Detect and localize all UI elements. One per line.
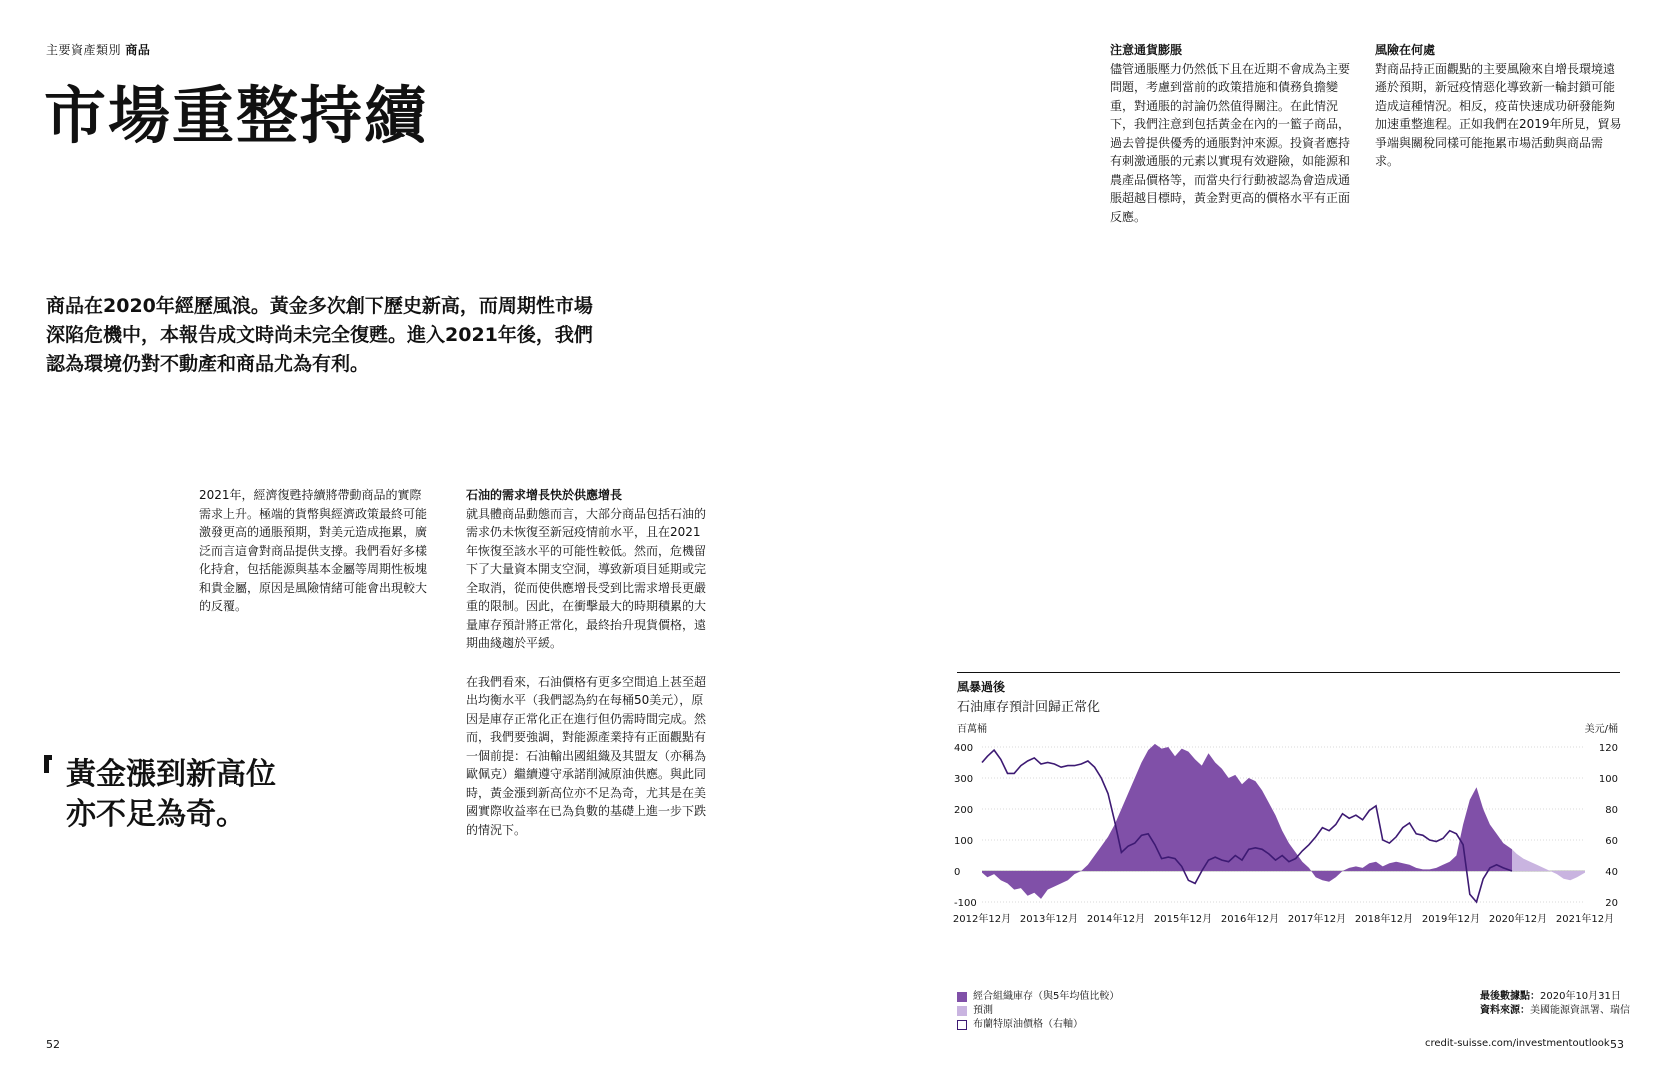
page-number-right: 53 <box>1610 1038 1624 1051</box>
legend-label-inventory: 經合組織庫存（與5年均值比較） <box>973 991 1120 1002</box>
legend-item-brent <box>957 1018 1119 1032</box>
right-tick-label: 80 <box>1605 805 1618 816</box>
x-tick-label: 2014年12月 <box>1086 914 1146 925</box>
section-prefix: 主要資產類別 <box>46 43 122 57</box>
x-tick-label: 2013年12月 <box>1019 914 1079 925</box>
x-tick-label: 2019年12月 <box>1421 914 1481 925</box>
section-label <box>46 41 150 58</box>
chart-subtitle: 石油庫存預計回歸正常化 <box>957 700 1101 715</box>
last-data-point <box>1480 990 1630 1004</box>
intro-paragraph: 商品在2020年經歷風浪。黃金多次創下歷史新高，而周期性市場深陷危機中，本報告成文時尚未完全復甦。進入2021年後，我們認為環境仍對不動產和商品尤為有利。 <box>46 295 593 375</box>
x-tick-label: 2015年12月 <box>1153 914 1213 925</box>
body-column-2 <box>466 486 711 839</box>
chart-source <box>1480 990 1630 1018</box>
right-tick-label: 60 <box>1605 836 1618 847</box>
right-tick-label: 40 <box>1605 867 1618 878</box>
legend-swatch-forecast <box>957 1006 967 1016</box>
body-column-1 <box>199 486 432 616</box>
left-tick-label: 0 <box>954 867 961 878</box>
col3-heading: 注意通貨膨脹 <box>1110 43 1183 57</box>
forecast-area <box>1512 849 1585 880</box>
x-tick-label: 2018年12月 <box>1354 914 1414 925</box>
right-axis-label: 美元/桶 <box>1584 724 1618 735</box>
section-name: 商品 <box>125 43 151 57</box>
col2-para1: 就具體商品動態而言，大部分商品包括石油的需求仍未恢復至新冠疫情前水平，且在2021年恢復至該水平的可能性較低。然而，危機留下了大量資本開支空洞，導致新項目延期或完全取消，從而使供應增長受到比需求增長更嚴重的限制。因此，在衝擊最大的時期積累的大量庫存預計將正常化，最終抬升現貨價格，遠期曲綫趨於平緩。 <box>466 506 707 650</box>
right-tick-label: 120 <box>1598 743 1618 754</box>
left-tick-label: 100 <box>954 836 974 847</box>
quote-line-1: 黃金漲到新高位 <box>66 757 276 792</box>
legend-item-forecast <box>957 1004 1119 1018</box>
quote-mark-icon <box>44 755 52 773</box>
quote-line-2: 亦不足為奇。 <box>66 797 246 832</box>
legend-label-brent: 布蘭特原油價格（右軸） <box>973 1019 1083 1030</box>
col4-heading: 風險在何處 <box>1375 43 1436 57</box>
chart-legend <box>957 990 1119 1032</box>
col2-heading: 石油的需求增長快於供應增長 <box>466 488 623 502</box>
chart-top-rule <box>957 672 1620 673</box>
body-column-4 <box>1375 41 1625 171</box>
x-tick-label: 2016年12月 <box>1220 914 1280 925</box>
last-data-value: 2020年10月31日 <box>1540 991 1621 1002</box>
right-tick-label: 20 <box>1605 898 1618 909</box>
x-tick-label: 2017年12月 <box>1287 914 1347 925</box>
left-tick-label: 300 <box>954 774 974 785</box>
col4-text: 對商品持正面觀點的主要風險來自增長環境遠遜於預期，新冠疫情惡化導致新一輪封鎖可能造成這種情況。相反，疫苗快速成功研發能夠加速重整進程。正如我們在2019年所見，貿易爭端與關稅同樣可能拖累市場活動與商品需求。 <box>1375 61 1622 168</box>
col2-para2: 在我們看來，石油價格有更多空間追上甚至超出均衡水平（我們認為約在每桶50美元），原因是庫存正常化正在進行但仍需時間完成。然而，我們要強調，對能源產業持有正面觀點有一個前提：石油輸出國組織及其盟友（亦稱為歐佩克）繼續遵守承諾削減原油供應。與此同時，黃金漲到新高位亦不足為奇，尤其是在美國實際收益率在已為負數的基礎上進一步下跌的情況下。 <box>466 674 707 837</box>
page-title: 市場重整持續 <box>44 79 429 152</box>
col1-text: 2021年，經濟復甦持續將帶動商品的實際需求上升。極端的貨幣與經濟政策最終可能激發更高的通脹預期，對美元造成拖累，廣泛而言這會對商品提供支撐。我們看好多樣化持倉，包括能源與基本金屬等周期性板塊和貴金屬，原因是風險情緒可能會出現較大的反覆。 <box>199 488 428 613</box>
body-column-3 <box>1110 41 1360 226</box>
legend-swatch-brent <box>957 1020 967 1030</box>
data-source <box>1480 1004 1630 1018</box>
left-axis-label: 百萬桶 <box>957 724 987 735</box>
x-tick-label: 2021年12月 <box>1555 914 1615 925</box>
legend-label-forecast: 預測 <box>973 1005 993 1016</box>
footer-url[interactable]: credit-suisse.com/investmentoutlook <box>1425 1038 1610 1049</box>
source-value: 美國能源資訊署、瑞信 <box>1530 1005 1630 1016</box>
x-tick-label: 2012年12月 <box>952 914 1012 925</box>
col3-text: 儘管通脹壓力仍然低下且在近期不會成為主要問題，考慮到當前的政策措施和債務負擔變重，對通脹的討論仍然值得關注。在此情況下，我們注意到包括黃金在內的一籃子商品，過去曾提供優秀的通脹對沖來源。投資者應持有刺激通脹的元素以實現有效避險，如能源和農產品價格等，而當央行行動被認為會造成通脹超越目標時，黃金對更高的價格水平有正面反應。 <box>1110 61 1351 224</box>
legend-swatch-inventory <box>957 992 967 1002</box>
legend-item-inventory <box>957 990 1119 1004</box>
chart-title: 風暴過後 <box>957 680 1006 694</box>
left-tick-label: 400 <box>954 743 974 754</box>
left-tick-label: 200 <box>954 805 974 816</box>
page-number-left: 52 <box>46 1038 60 1051</box>
right-tick-label: 100 <box>1598 774 1618 785</box>
oil-inventory-chart <box>950 720 1622 985</box>
left-tick-label: -100 <box>954 898 977 909</box>
source-label: 資料來源： <box>1480 1005 1530 1016</box>
last-data-label: 最後數據點： <box>1480 991 1540 1002</box>
x-tick-label: 2020年12月 <box>1488 914 1548 925</box>
pull-quote <box>44 755 276 835</box>
